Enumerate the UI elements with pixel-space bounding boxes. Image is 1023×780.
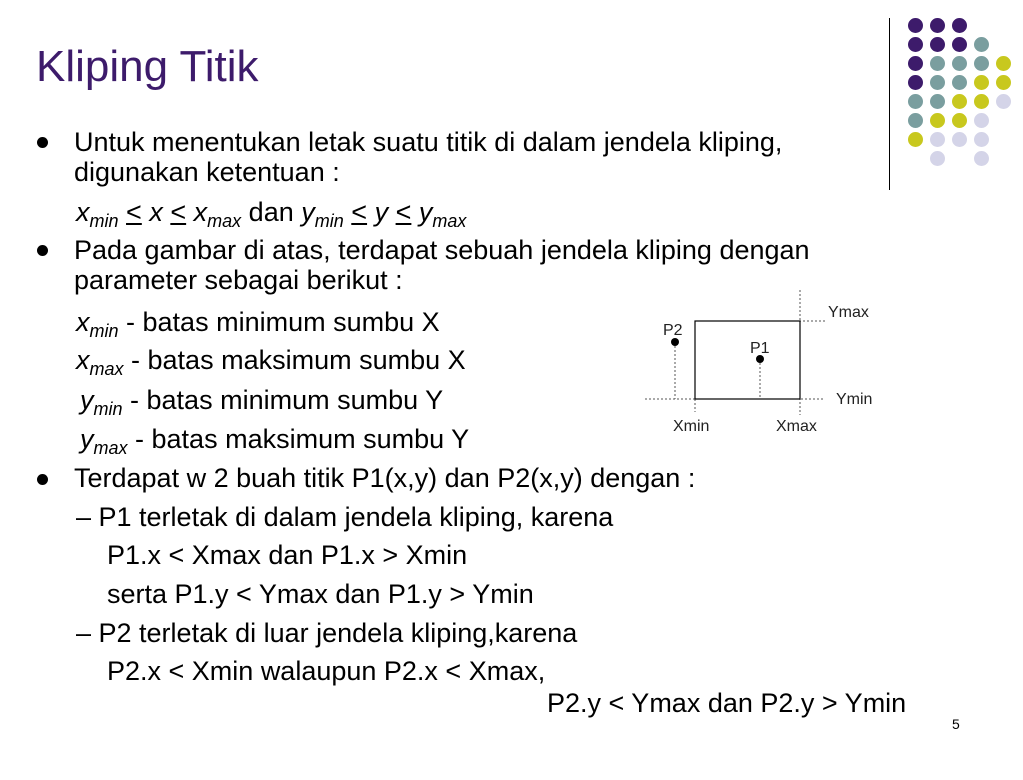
p1-condition-heading: – P1 terletak di dalam jendela kliping, karena xyxy=(76,502,614,532)
clipping-window-diagram xyxy=(640,290,890,440)
decor-dot xyxy=(908,113,923,128)
formula-y: y xyxy=(374,197,389,227)
bullet-1-line-1: Untuk menentukan letak suatu titik di dalam jendela kliping, xyxy=(74,127,783,157)
param-subscript: min xyxy=(93,399,123,419)
formula-le: < xyxy=(351,197,368,227)
param-description: - batas maksimum sumbu X xyxy=(131,345,466,375)
param-subscript: max xyxy=(89,359,124,379)
formula-le: < xyxy=(170,197,187,227)
decor-dot xyxy=(952,94,967,109)
param-subscript: max xyxy=(93,438,128,458)
label-ymax: Ymax xyxy=(828,304,869,321)
formula-le: < xyxy=(126,197,142,227)
bullet-2-line-1: Pada gambar di atas, terdapat sebuah jendela kliping dengan xyxy=(74,235,810,265)
decor-dot xyxy=(952,37,967,52)
decor-dot xyxy=(974,94,989,109)
decor-dot xyxy=(930,75,945,90)
decor-dot xyxy=(996,75,1011,90)
decor-dot xyxy=(996,56,1011,71)
param-symbol: y xyxy=(80,424,94,454)
decor-dot xyxy=(908,132,923,147)
bullet-1-line-2: digunakan ketentuan : xyxy=(74,157,340,187)
formula-y: y xyxy=(301,197,315,227)
decor-dot xyxy=(974,75,989,90)
label-p2: P2 xyxy=(663,322,683,339)
decor-dot xyxy=(974,151,989,166)
decor-dot xyxy=(930,37,945,52)
point-p2 xyxy=(671,338,679,346)
page-number: 5 xyxy=(952,716,960,732)
decor-dot xyxy=(908,18,923,33)
label-xmin: Xmin xyxy=(673,418,710,435)
param-ymax xyxy=(80,423,470,458)
param-xmax xyxy=(76,344,466,379)
decor-dot xyxy=(974,113,989,128)
formula-x: x xyxy=(193,197,208,227)
p2-condition-heading: – P2 terletak di luar jendela kliping,karena xyxy=(76,618,578,648)
decor-dot xyxy=(908,94,923,109)
decor-dot xyxy=(974,37,989,52)
p2-condition-x: P2.x < Xmin walaupun P2.x < Xmax, xyxy=(107,656,546,686)
decor-dot xyxy=(952,113,967,128)
p1-condition-y: serta P1.y < Ymax dan P1.y > Ymin xyxy=(107,579,534,609)
param-ymin xyxy=(80,384,444,419)
decor-dot xyxy=(952,18,967,33)
label-xmax: Xmax xyxy=(776,418,817,435)
clip-condition-formula xyxy=(76,196,467,231)
formula-sub-max: max xyxy=(207,211,242,231)
label-p1: P1 xyxy=(750,340,770,357)
p2-condition-y: P2.y < Ymax dan P2.y > Ymin xyxy=(547,688,907,718)
decor-dot xyxy=(930,113,945,128)
formula-y: y xyxy=(418,197,433,227)
decor-dot xyxy=(974,132,989,147)
decor-dot xyxy=(908,37,923,52)
slide-title: Kliping Titik xyxy=(36,42,259,91)
decorative-divider xyxy=(889,18,890,190)
param-symbol: y xyxy=(80,385,94,415)
decor-dot xyxy=(908,75,923,90)
decor-dot xyxy=(952,132,967,147)
bullet-dot xyxy=(37,137,48,148)
decor-dot xyxy=(930,132,945,147)
decorative-dot-grid xyxy=(902,12,1014,172)
formula-dan: dan xyxy=(248,197,294,227)
formula-sub-min: min xyxy=(314,211,344,231)
formula-x: x xyxy=(149,197,163,227)
decor-dot xyxy=(930,18,945,33)
formula-le: < xyxy=(395,197,412,227)
param-description: - batas minimum sumbu Y xyxy=(130,385,444,415)
param-symbol: x xyxy=(76,307,90,337)
param-description: - batas minimum sumbu X xyxy=(126,307,440,337)
label-ymin: Ymin xyxy=(836,391,873,408)
p1-condition-x: P1.x < Xmax dan P1.x > Xmin xyxy=(107,540,468,570)
bullet-2-line-2: parameter sebagai berikut : xyxy=(74,265,403,295)
decor-dot xyxy=(930,94,945,109)
decor-dot xyxy=(930,56,945,71)
formula-x: x xyxy=(76,197,90,227)
formula-sub-min: min xyxy=(89,211,119,231)
decor-dot xyxy=(974,56,989,71)
decor-dot xyxy=(996,94,1011,109)
formula-sub-max: max xyxy=(432,211,467,231)
param-subscript: min xyxy=(89,321,119,341)
clipping-window-rect xyxy=(695,321,800,399)
decor-dot xyxy=(952,75,967,90)
param-xmin xyxy=(76,306,440,341)
decor-dot xyxy=(930,151,945,166)
param-symbol: x xyxy=(76,345,90,375)
param-description: - batas maksimum sumbu Y xyxy=(135,424,470,454)
bullet-dot xyxy=(37,474,48,485)
bullet-dot xyxy=(37,245,48,256)
bullet-3-line-1: Terdapat w 2 buah titik P1(x,y) dan P2(x,y) dengan : xyxy=(74,463,696,493)
decor-dot xyxy=(952,56,967,71)
decor-dot xyxy=(908,56,923,71)
